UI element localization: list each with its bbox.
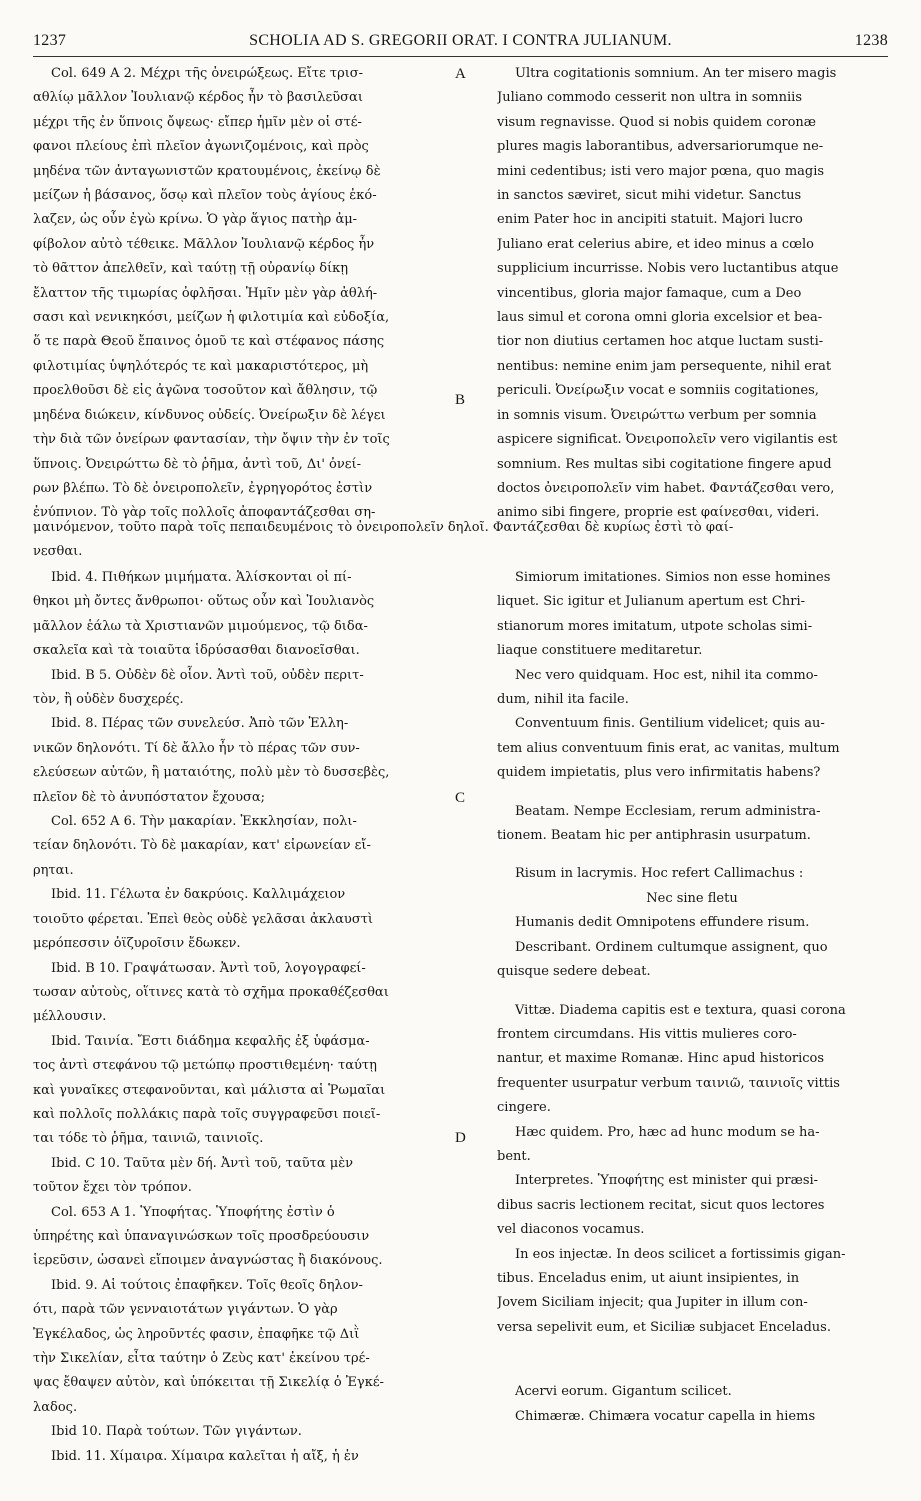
text-line: ψας ἔθαψεν αὐτὸν, καὶ ὑπόκειται τῇ Σικελίᾳ ὁ Ἐγκέ- xyxy=(33,1375,384,1391)
latin-column-top xyxy=(497,62,887,526)
text-line: animo sibi fingere, proprie est φαίνεσθαι, videri. xyxy=(497,505,820,521)
text-line: in somnis visum. Ὀνειρώττω verbum per somnia xyxy=(497,407,817,423)
text-line: visum regnavisse. Quod si nobis quidem coronæ xyxy=(497,114,816,130)
text-line: τείαν δηλονότι. Τὸ δὲ μακαρίαν, κατ' εἰρωνείαν εἴ- xyxy=(33,838,371,854)
page-number-right: 1238 xyxy=(854,32,888,49)
text-line: νεσθαι. xyxy=(33,544,83,560)
text-line: καὶ γυναῖκες στεφανοῦνται, καὶ μάλιστα αἱ Ῥωμαῖαι xyxy=(33,1082,386,1098)
text-line: frequenter usurpatur verbum ταινιῶ, ταινιοῖς vittis xyxy=(497,1075,840,1091)
text-line: Ibid 10. Παρὰ τούτων. Τῶν γιγάντων. xyxy=(51,1424,302,1440)
latin-column-bottom xyxy=(497,566,887,1429)
text-line: ἱερεῦσιν, ὡσανεὶ εἴποιμεν ἀναγνώστας ἢ διακόνους. xyxy=(33,1253,383,1269)
text-line: aspicere significat. Ὀνειροπολεῖν vero vigilantis est xyxy=(497,432,838,448)
text-line: nentibus: nemine enim jam persequente, nihil erat xyxy=(497,358,832,374)
text-line: τὴν διὰ τῶν ὀνείρων φαντασίαν, τὴν ὄψιν τὴν ἐν τοῖς xyxy=(33,432,390,448)
text-line: ρων βλέπω. Τὸ δὲ ὀνειροπολεῖν, ἐγρηγορότος ἐστὶν xyxy=(33,480,373,496)
text-line: Ibid. 11. Χίμαιρα. Χίμαιρα καλεῖται ἡ αἴξ, ἡ ἐν xyxy=(51,1448,359,1464)
text-line: Col. 649 A 2. Μέχρι τῆς ὀνειρώξεως. Εἴτε τρισ- xyxy=(51,66,364,81)
text-line: τοιοῦτο φέρεται. Ἐπεὶ θεὸς οὐδὲ γελᾶσαι ἀκλαυστὶ xyxy=(33,911,373,927)
text-line: frontem circumdans. His vittis mulieres coro- xyxy=(497,1026,797,1042)
text-line: ται τόδε τὸ ῥῆμα, ταινιῶ, ταινιοῖς. xyxy=(33,1131,264,1147)
text-line: somnium. Res multas sibi cogitatione fingere apud xyxy=(497,456,832,472)
text-line: ὑπηρέτης καὶ ὑπαναγινώσκων τοῖς προσδρεύουσιν xyxy=(33,1228,370,1244)
text-line: versa sepelivit eum, et Siciliæ subjacet Enceladus. xyxy=(497,1319,831,1335)
text-line: Beatam. Nempe Ecclesiam, rerum administra- xyxy=(515,803,821,819)
text-line: ρηται. xyxy=(33,862,74,878)
text-line: Ibid. 8. Πέρας τῶν συνελεύσ. Ἀπὸ τῶν Ἑλλη- xyxy=(51,716,349,732)
text-line: laus simul et corona omni gloria excelsior et bea- xyxy=(497,310,823,326)
text-line: καὶ πολλοῖς πολλάκις παρὰ τοῖς συγγραφεῦσι ποιεῖ- xyxy=(33,1106,381,1122)
text-line: ελεύσεων αὐτῶν, ἢ ματαιότης, πολὺ μὲν τὸ δυσσεβὲς, xyxy=(33,765,390,781)
running-title: SCHOLIA AD S. GREGORII ORAT. I CONTRA JULIANUM. xyxy=(249,32,672,49)
page-number-left: 1237 xyxy=(33,32,67,49)
text-line: Conventuum finis. Gentilium videlicet; quis au- xyxy=(515,716,825,732)
text-line: Ibid. 4. Πιθήκων μιμήματα. Ἁλίσκονται οἱ πί- xyxy=(51,570,352,585)
text-line: Simiorum imitationes. Simios non esse homines xyxy=(515,570,831,585)
text-line: Ἐγκέλαδος, ὡς ληροῦντές φασιν, ἐπαφῆκε τῷ Διῒ xyxy=(33,1326,360,1342)
text-line: in sanctos sæviret, sicut mihi videtur. Sanctus xyxy=(497,188,802,204)
page-header xyxy=(33,32,888,56)
text-line: τοῦτον ἔχει τὸν τρόπον. xyxy=(33,1180,192,1196)
text-line: ἔλαττον τῆς τιμωρίας ὀφλῆσαι. Ἡμῖν μὲν γὰρ ἀθλή- xyxy=(33,285,378,301)
text-line: μαινόμενον, τοῦτο παρὰ τοῖς πεπαιδευμένοις τὸ ὀνειροπολεῖν δηλοῖ. Φαντάζεσθαι δὲ κυρίως ἐστὶ τὸ φαί- xyxy=(33,520,734,535)
paragraph-gap xyxy=(497,1340,887,1366)
text-line: Hæc quidem. Pro, hæc ad hunc modum se ha- xyxy=(515,1124,820,1140)
text-line: προελθοῦσι δὲ εἰς ἀγῶνα τοσοῦτον καὶ ἄθλησιν, τῷ xyxy=(33,383,378,399)
text-line: periculi. Ὀνείρωξιν vocat e somniis cogitationes, xyxy=(497,383,819,399)
text-line: Risum in lacrymis. Hoc refert Callimachus : xyxy=(515,866,804,882)
text-line: Vittæ. Diadema capitis est e textura, quasi corona xyxy=(515,1002,846,1018)
text-line: Col. 652 A 6. Τὴν μακαρίαν. Ἐκκλησίαν, πολι- xyxy=(51,814,357,830)
text-line: τος ἀντὶ στεφάνου τῷ μετώπῳ προστιθεμένη· ταύτῃ xyxy=(33,1058,377,1074)
text-line: liaque constituere meditaretur. xyxy=(497,643,703,659)
paragraph-gap xyxy=(497,1366,887,1380)
text-line: Interpretes. Ὑποφήτης est minister qui præsi- xyxy=(515,1173,819,1189)
text-line: τὴν Σικελίαν, εἶτα ταύτην ὁ Ζεὺς κατ' ἐκείνου τρέ- xyxy=(33,1351,370,1366)
text-line: Ibid. C 10. Ταῦτα μὲν δή. Ἀντὶ τοῦ, ταῦτα μὲν xyxy=(51,1155,354,1171)
text-line: dum, nihil ita facile. xyxy=(497,692,629,708)
text-line: νικῶν δηλονότι. Τί δὲ ἄλλο ἦν τὸ πέρας τῶν συν- xyxy=(33,740,360,756)
margin-letter-b: B xyxy=(455,392,466,408)
text-line: In eos injectæ. In deos scilicet a fortissimis gigan- xyxy=(515,1246,846,1262)
text-line: vel diaconos vocamus. xyxy=(497,1222,645,1238)
text-line: tem alius conventuum finis erat, ac vanitas, multum xyxy=(497,740,840,756)
paragraph-gap xyxy=(497,786,887,800)
text-line: Nec vero quidquam. Hoc est, nihil ita commo- xyxy=(515,667,818,683)
text-line: dibus sacris lectionem recitat, sicut quos lectores xyxy=(497,1197,825,1213)
greek-column-bottom xyxy=(33,566,447,1469)
text-line: φιλοτιμίας ὑψηλότερός τε καὶ μακαριστότερος, μὴ xyxy=(33,358,369,374)
text-line: μερόπεσσιν ὀϊζυροῖσιν ἔδωκεν. xyxy=(33,936,241,952)
text-line: Describant. Ordinem cultumque assignent, quo xyxy=(515,939,828,955)
text-line: λαζεν, ὡς οὖν ἐγὼ κρίνω. Ὁ γὰρ ἅγιος πατὴρ ἀμ- xyxy=(33,212,358,228)
text-line: ότι, παρὰ τῶν γενναιοτάτων γιγάντων. Ὁ γὰρ xyxy=(33,1302,338,1318)
text-line: tibus. Enceladus enim, ut aiunt insipientes, in xyxy=(497,1270,800,1286)
text-line: μείζων ἡ βάσανος, ὅσῳ καὶ πλεῖον τοὺς ἁγίους ἐκό- xyxy=(33,188,377,204)
header-rule xyxy=(33,56,888,57)
text-line: vincentibus, gloria major famaque, cum a Deo xyxy=(497,285,802,301)
paragraph-gap xyxy=(497,848,887,862)
text-line: Ibid. 9. Αἱ τούτοις ἐπαφῆκεν. Τοῖς θεοῖς δηλον- xyxy=(51,1277,363,1293)
text-line: τωσαν αὐτοὺς, οἵτινες κατὰ τὸ σχῆμα προκαθέζεσθαι xyxy=(33,984,389,1000)
text-line: μέλλουσιν. xyxy=(33,1009,107,1025)
margin-letter-c: C xyxy=(455,790,466,806)
text-line: τὸ θᾶττον ἀπελθεῖν, καὶ ταύτῃ τῇ οὐρανίῳ δίκῃ xyxy=(33,261,349,277)
full-width-greek-continuation xyxy=(33,516,888,565)
text-line: doctos ὀνειροπολεῖν vim habet. Φαντάζεσθαι vero, xyxy=(497,480,835,496)
text-line: αθλίῳ μᾶλλον Ἰουλιανῷ κέρδος ἦν τὸ βασιλεῦσαι xyxy=(33,90,363,106)
text-line: λαδος. xyxy=(33,1399,78,1415)
paragraph-gap xyxy=(497,985,887,999)
text-line: θηκοι μὴ ὄντες ἄνθρωποι· οὕτως οὖν καὶ Ἰουλιανὸς xyxy=(33,594,375,610)
text-line: Juliano commodo cesserit non ultra in somniis xyxy=(497,90,802,106)
text-line: quidem impietatis, plus vero infirmitatis habens? xyxy=(497,765,821,781)
margin-letter-d: D xyxy=(455,1130,466,1146)
text-line: μηδένα διώκειν, κίνδυνος οὐδείς. Ὀνείρωξιν δὲ λέγει xyxy=(33,407,386,423)
greek-column-top xyxy=(33,62,447,526)
text-line: σκαλεῖα καὶ τὰ τοιαῦτα ἱδρύσασθαι διανοεῖσθαι. xyxy=(33,643,360,659)
text-line: nantur, et maxime Romanæ. Hinc apud historicos xyxy=(497,1051,825,1067)
text-line: ἐνύπνιον. Τὸ γὰρ τοῖς πολλοῖς ἀποφαντάζεσθαι ση- xyxy=(33,505,376,521)
text-line: Ibid. B 10. Γραψάτωσαν. Ἀντὶ τοῦ, λογογραφεί- xyxy=(51,960,366,976)
text-line: Nec sine fletu xyxy=(646,890,738,906)
text-line: supplicium incurrisse. Nobis vero luctantibus atque xyxy=(497,261,839,277)
text-line: mini cedentibus; isti vero major pœna, quo magis xyxy=(497,163,825,179)
margin-letter-a: A xyxy=(455,66,466,82)
text-line: Humanis dedit Omnipotens effundere risum. xyxy=(515,915,810,931)
text-line: cingere. xyxy=(497,1100,551,1116)
text-line: plures magis laborantibus, adversariorumque ne- xyxy=(497,139,824,155)
text-line: πλεῖον δὲ τὸ ἀνυπόστατον ἔχουσα; xyxy=(33,789,266,805)
text-line: quisque sedere debeat. xyxy=(497,964,651,980)
text-line: Ibid. Ταινία. Ἔστι διάδημα κεφαλῆς ἐξ ὑφάσμα- xyxy=(51,1033,370,1049)
text-line: Ibid. B 5. Οὐδὲν δὲ οἷον. Ἀντὶ τοῦ, οὐδὲν περιτ- xyxy=(51,667,364,683)
text-line: ὅ τε παρὰ Θεοῦ ἔπαινος ὁμοῦ τε καὶ στέφανος πάσης xyxy=(33,334,385,350)
text-line: bent. xyxy=(497,1148,531,1164)
text-line: Col. 653 A 1. Ὑποφήτας. Ὑποφήτης ἐστὶν ὁ xyxy=(51,1204,335,1220)
text-line: Juliano erat celerius abire, et ideo minus a cœlo xyxy=(497,236,814,252)
text-line: tionem. Beatam hic per antiphrasin usurpatum. xyxy=(497,828,811,844)
text-line: φανοι πλείους ἐπὶ πλεῖον ἀγωνιζομένοις, καὶ πρὸς xyxy=(33,139,369,155)
text-line: Ibid. 11. Γέλωτα ἐν δακρύοις. Καλλιμάχειον xyxy=(51,887,346,903)
text-line: Ultra cogitationis somnium. An ter misero magis xyxy=(515,66,837,81)
text-line: φίβολον αὐτὸ τέθεικε. Μᾶλλον Ἰουλιανῷ κέρδος ἦν xyxy=(33,236,375,252)
text-line: Chimæræ. Chimæra vocatur capella in hiems xyxy=(515,1408,816,1424)
text-line: Acervi eorum. Gigantum scilicet. xyxy=(515,1384,732,1400)
text-line: stianorum mores imitatum, utpote scholas simi- xyxy=(497,618,813,634)
text-line: μέχρι τῆς ἐν ὕπνοις ὄψεως· εἴπερ ἡμῖν μὲν οἱ στέ- xyxy=(33,114,362,130)
text-line: σασι καὶ νενικηκόσι, μείζων ἡ φιλοτιμία καὶ εὐδοξία, xyxy=(33,310,390,326)
text-line: ὕπνοις. Ὀνειρώττω δὲ τὸ ῥῆμα, ἀντὶ τοῦ, Δι' ὀνεί- xyxy=(33,456,362,472)
text-line: Jovem Siciliam injecit; qua Jupiter in illum con- xyxy=(497,1295,808,1311)
text-line: τὸν, ἢ οὐδὲν δυσχερές. xyxy=(33,692,184,708)
text-line: μηδένα τῶν ἀνταγωνιστῶν κρατουμένοις, ἐκείνῳ δὲ xyxy=(33,163,381,179)
text-line: μᾶλλον ἑάλω τὰ Χριστιανῶν μιμούμενος, τῷ διδα- xyxy=(33,618,368,634)
text-line: liquet. Sic igitur et Julianum apertum est Chri- xyxy=(497,594,805,610)
text-line: tior non diutius certamen hoc atque luctam susti- xyxy=(497,334,824,350)
text-line: enim Pater hoc in ancipiti statuit. Majori lucro xyxy=(497,212,803,228)
